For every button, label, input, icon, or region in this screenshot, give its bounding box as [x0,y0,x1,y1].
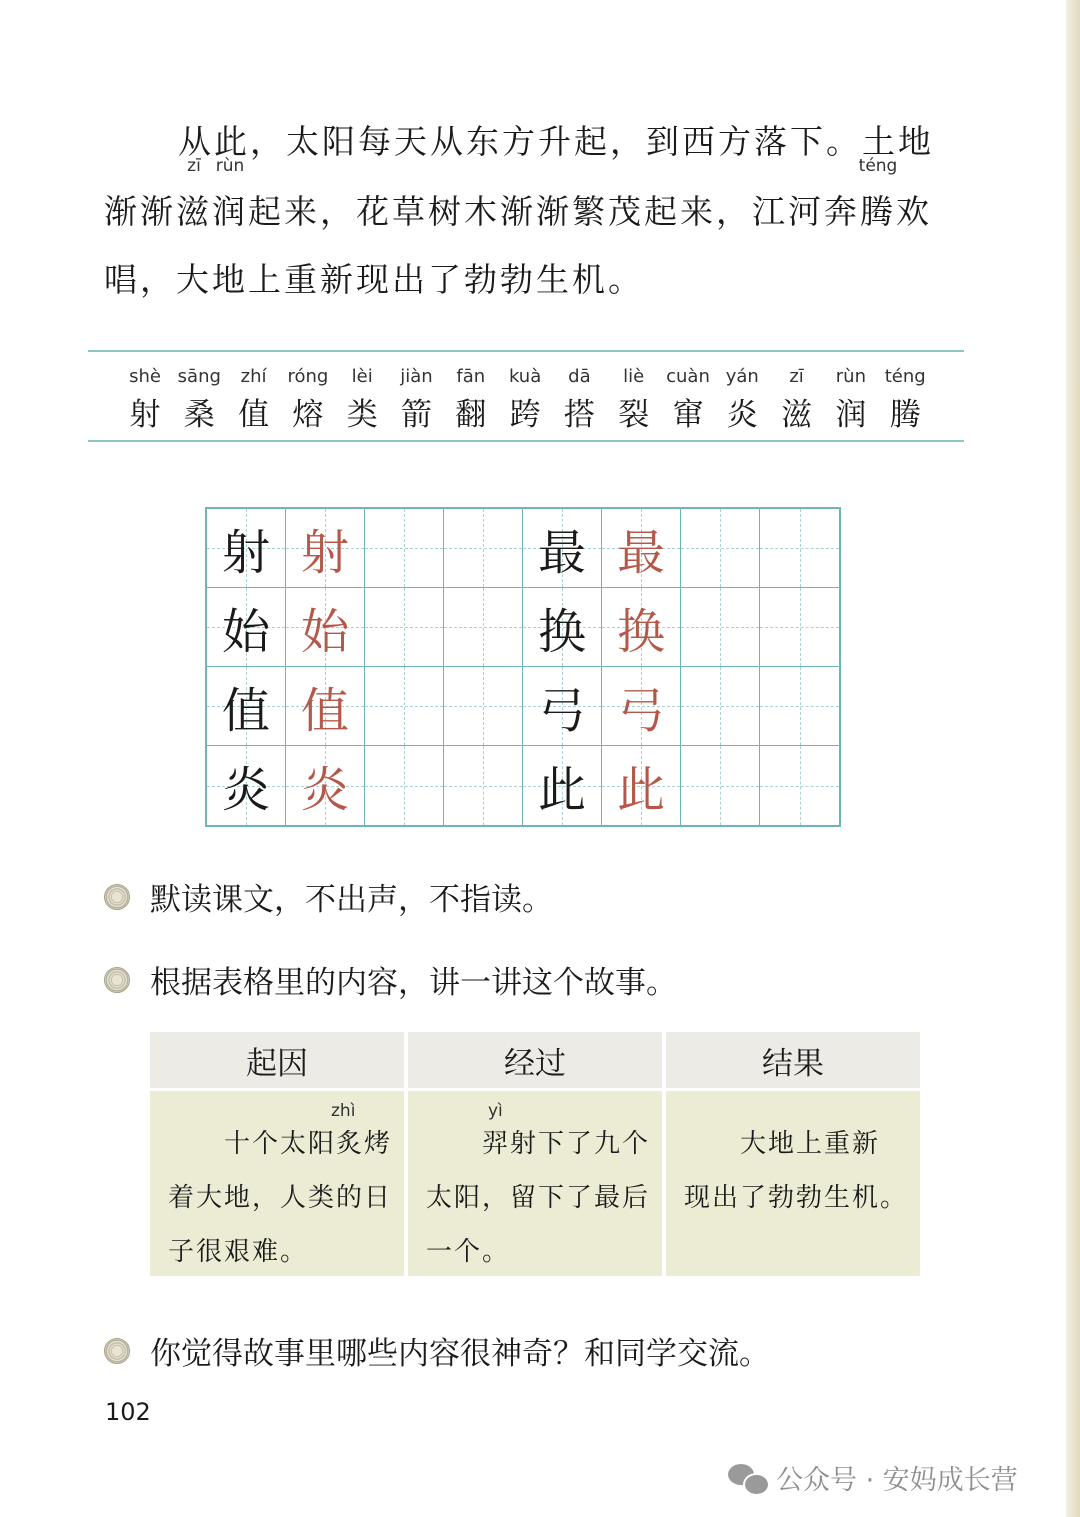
grid-cell [207,667,286,746]
grid-model-char: 射 [300,524,349,581]
pinyin: rùn [215,156,245,176]
story-table [150,1032,920,1276]
grid-cell [207,746,286,825]
vocab-item [824,366,878,434]
vocab-item [281,366,335,434]
circle-bullet-icon [104,1338,130,1364]
grid-model-char: 始 [300,603,349,660]
grid-cell [207,509,286,588]
vocab-pinyin: cuàn [666,366,710,387]
grid-cell [365,667,444,746]
page-edge [1066,0,1080,1517]
vocab-pinyin: yán [725,366,759,387]
vocab-item [552,366,606,434]
vocab-pinyin: zhí [240,366,267,387]
activity-text: 根据表格里的内容，讲一讲这个故事。 [150,965,677,1001]
vocab-item [444,366,498,434]
pinyin: zī [187,156,201,176]
story-column-cause [150,1032,404,1276]
activity-text: 默读课文，不出声，不指读。 [150,882,553,918]
grid-cell [286,588,365,667]
vocab-item [770,366,824,434]
story-text: 一个。 [426,1237,511,1267]
pinyin: zhì [331,1101,356,1121]
activity-item [104,1328,770,1373]
passage-line-3: 唱，大地上重新现出了勃勃生机。 [104,260,644,299]
vocab-item [390,366,444,434]
grid-cell [444,509,523,588]
passage-text: 欢 [896,192,932,231]
grid-char: 炎 [221,762,270,818]
vocab-pinyin: lèi [351,366,373,387]
grid-cell [444,667,523,746]
vocab-char: 搭 [563,397,595,433]
vocab-char: 翻 [455,397,487,433]
grid-cell [365,588,444,667]
grid-cell [602,746,681,825]
grid-cell [444,746,523,825]
story-cell [666,1091,920,1276]
grid-cell [523,667,602,746]
vocab-pinyin: róng [287,366,329,387]
vocab-pinyin: fān [456,366,486,387]
grid-model-char: 弓 [616,682,665,739]
vocab-char: 炎 [726,397,758,433]
grid-cell [365,746,444,825]
pinyin: yì [488,1101,503,1121]
story-text: 羿射下了九个 [482,1129,651,1159]
grid-cell [760,588,839,667]
vocab-char: 润 [835,397,867,433]
grid-model-char: 最 [616,524,665,581]
vocab-pinyin: kuà [508,366,542,387]
vocab-item [878,366,932,434]
vocab-pinyin: jiàn [400,366,433,387]
vocab-pinyin: rùn [835,366,866,387]
vocab-pinyin: liè [623,366,645,387]
grid-model-char: 此 [616,762,665,818]
story-column-result [666,1032,920,1276]
activity-item [104,957,677,1002]
circle-bullet-icon [104,967,130,993]
vocab-char: 箭 [401,397,432,433]
grid-cell [365,509,444,588]
vocab-item [172,366,226,434]
story-cell [408,1091,662,1276]
vocab-char: 腾 [889,397,921,433]
passage-line-2 [104,156,932,233]
story-text: 子很艰难。 [168,1237,309,1267]
grid-char: 最 [537,524,586,581]
story-header: 起因 [150,1032,404,1091]
grid-char: 始 [221,603,270,660]
vocab-item [607,366,661,434]
writing-grid [205,507,841,827]
story-text: 现出了勃勃生机。 [684,1183,909,1213]
passage-text: 渐渐 [104,192,176,231]
grid-cell [760,509,839,588]
vocab-item [715,366,769,434]
passage-text: 起来，花草树木渐渐繁茂起来，江河奔 [248,192,860,231]
story-text: 大地上重新 [740,1129,881,1159]
story-text: 十个太阳炙烤 [224,1129,393,1159]
vocab-char: 射 [129,397,161,433]
vocab-char: 桑 [183,397,215,433]
grid-cell [286,746,365,825]
story-header: 经过 [408,1032,662,1091]
vocab-pinyin: shè [129,366,161,387]
grid-cell [444,588,523,667]
wechat-icon [728,1462,768,1494]
watermark [728,1458,1018,1497]
char: 腾 [860,192,896,231]
vocabulary-band [88,350,964,442]
activity-text: 你觉得故事里哪些内容很神奇？和同学交流。 [150,1336,770,1372]
circle-bullet-icon [104,884,130,910]
vocab-char: 窜 [672,397,704,433]
grid-char: 此 [537,762,586,818]
vocab-char: 跨 [509,397,541,433]
vocab-item [227,366,281,434]
story-cell [150,1091,404,1276]
vocab-pinyin: dā [568,366,591,387]
grid-cell [523,509,602,588]
story-header: 结果 [666,1032,920,1091]
grid-cell [681,667,760,746]
grid-char: 换 [537,603,586,660]
grid-cell [681,588,760,667]
vocab-item [335,366,389,434]
char: 滋 [176,192,212,231]
annotated-char [176,156,212,233]
grid-char: 射 [221,524,270,581]
grid-char: 弓 [537,682,586,739]
grid-cell [681,746,760,825]
page-number: 102 [105,1398,151,1426]
story-text: 着大地，人类的日 [168,1183,393,1213]
story-text: 太阳，留下了最后 [426,1183,651,1213]
grid-cell [602,667,681,746]
vocab-item [661,366,715,434]
passage-line-1: 从此，太阳每天从东方升起，到西方落下。土地 [178,122,934,161]
vocab-char: 裂 [618,397,650,433]
grid-cell [602,588,681,667]
grid-model-char: 值 [300,682,349,739]
vocab-item [498,366,552,434]
char: 润 [212,192,248,231]
activity-item [104,874,553,919]
grid-model-char: 炎 [300,762,349,818]
grid-char: 值 [221,682,270,739]
grid-cell [286,509,365,588]
grid-cell [523,588,602,667]
vocab-char: 滋 [781,397,813,433]
grid-cell [523,746,602,825]
grid-cell [760,746,839,825]
grid-cell [681,509,760,588]
annotated-char [858,156,898,233]
grid-cell [602,509,681,588]
vocab-item [118,366,172,434]
vocab-char: 类 [346,397,378,433]
grid-cell [207,588,286,667]
vocab-pinyin: téng [884,366,926,387]
vocab-char: 值 [238,397,270,433]
vocab-pinyin: zī [789,366,804,387]
story-column-process [408,1032,662,1276]
vocab-char: 熔 [292,397,324,433]
watermark-text: 公众号 · 安妈成长营 [776,1465,1018,1496]
annotated-char [212,156,248,233]
vocab-pinyin: sāng [177,366,221,387]
pinyin: téng [858,156,898,176]
grid-cell [286,667,365,746]
grid-model-char: 换 [616,603,665,660]
grid-cell [760,667,839,746]
